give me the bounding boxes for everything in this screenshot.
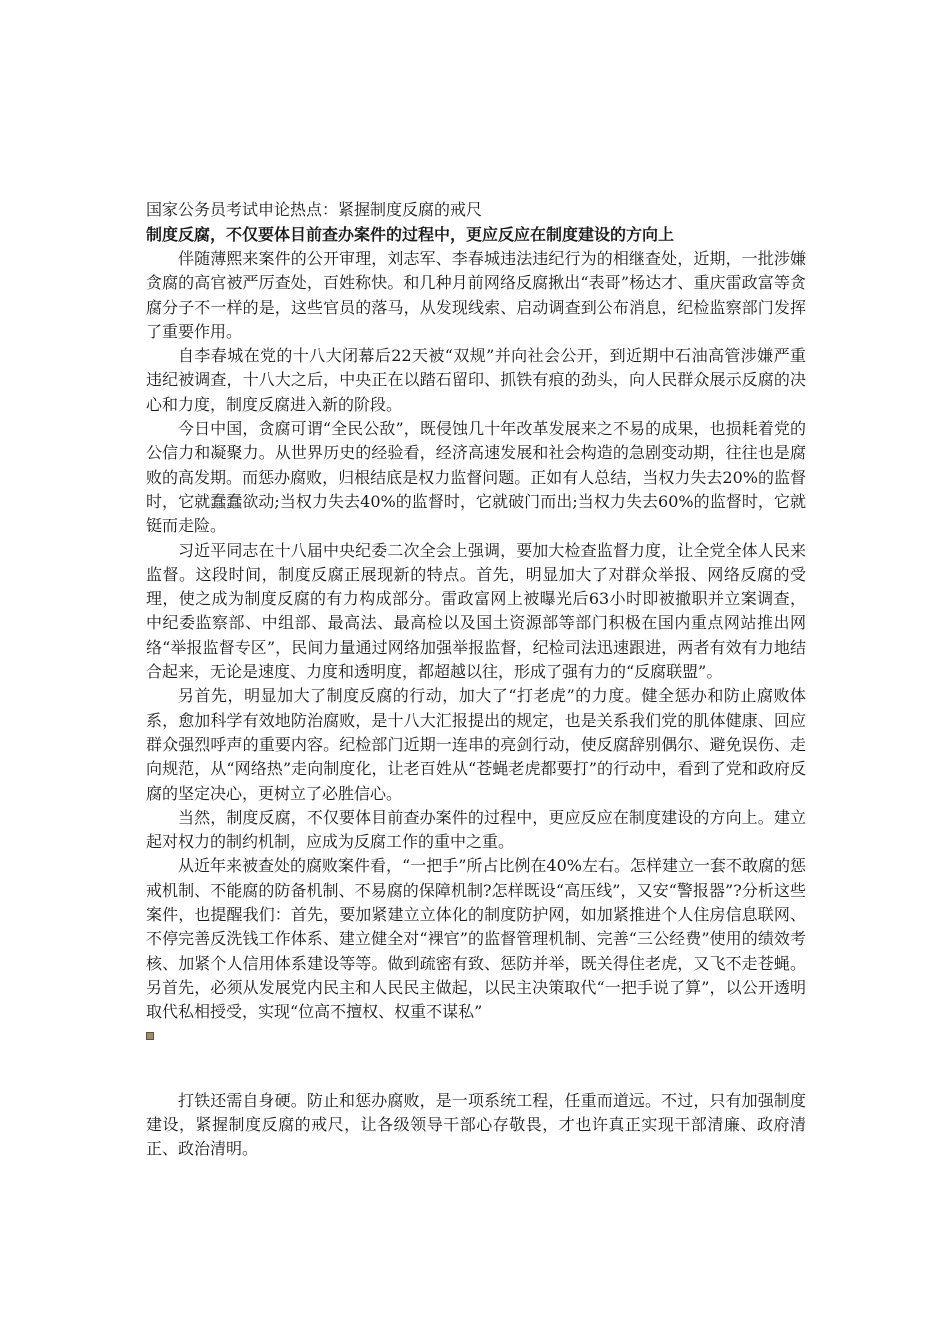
document-title: 国家公务员考试申论热点：紧握制度反腐的戒尺 [146,200,483,219]
paragraph: 习近平同志在十八届中央纪委二次全会上强调，要加大检查监督力度，让全党全体人民来监督。这段时间，制度反腐正展现新的特点。首先，明显加大了对群众举报、网络反腐的受理，使之成为制度反腐的有力构成部分。雷政富网上被曝光后63小时即被撤职并立案调查，中纪委监察部、中组部、最高法、最高检以及国土资源部等部门积极在国内重点网站推出网络“举报监督专区”，民间力量通过网络加强举报监督，纪检司法迅速跟进，两者有效有力地结合起来，无论是速度、力度和透明度，都超越以往，形成了强有力的“反腐联盟”。 [146,540,806,682]
closing-paragraph: 打铁还需自身硬。防止和惩办腐败，是一项系统工程，任重而道远。不过，只有加强制度建设，紧握制度反腐的戒尺，让各级领导干部心存敬畏，才也许真正实现干部清廉、政府清正、政治清明。 [146,1090,806,1159]
paragraph: 伴随薄熙来案件的公开审理，刘志军、李春城违法违纪行为的相继查处，近期，一批涉嫌贪腐的高官被严厉查处，百姓称快。和几种月前网络反腐揪出“表哥”杨达才、重庆雷政富等贪腐分子不一样的是，这些官员的落马，从发现线索、启动调查到公布消息，纪检监察部门发挥了重要作用。 [146,249,806,341]
paragraph: 今日中国，贪腐可谓“全民公敌”，既侵蚀几十年改革发展来之不易的成果，也损耗着党的公信力和凝聚力。从世界历史的经验看，经济高速发展和社会构造的急剧变动期，往往也是腐败的高发期。而惩办腐败，归根结底是权力监督问题。正如有人总结，当权力失去20%的监督时，它就蠢蠢欲动;当权力失去40%的监督时，它就破门而出;当权力失去60%的监督时，它就铤而走险。 [146,419,806,536]
paragraph: 自李春城在党的十八大闭幕后22天被“双规”并向社会公开，到近期中石油高管涉嫌严重违纪被调查，十八大之后，中央正在以踏石留印、抓铁有痕的劲头，向人民群众展示反腐的决心和力度，制度反腐进入新的阶段。 [146,346,806,414]
broken-image-icon [146,1032,154,1040]
spacer [146,1044,806,1089]
document-subtitle: 制度反腐，不仅要体目前查办案件的过程中，更应反应在制度建设的方向上 [146,225,675,244]
document-page [146,198,806,1161]
paragraph: 从近年来被查处的腐败案件看，“一把手”所占比例在40%左右。怎样建立一套不敢腐的惩戒机制、不能腐的防备机制、不易腐的保障机制?怎样既设“高压线”，又安“警报器”?分析这些案件，也提醒我们：首先，要加紧建立立体化的制度防护网，如加紧推进个人住房信息联网、不停完善反洗钱工作体系、建立健全对“裸官”的监督管理机制、完善“三公经费”使用的绩效考核、加紧个人信用体系建设等等。做到疏密有致、惩防并举，既关得住老虎，又飞不走苍蝇。另首先，必须从发展党内民主和人民民主做起，以民主决策取代“一把手说了算”，以公开透明取代私相授受，实现“位高不擅权、权重不谋私” [146,856,806,1022]
paragraph: 另首先，明显加大了制度反腐的行动，加大了“打老虎”的力度。健全惩办和防止腐败体系，愈加科学有效地防治腐败，是十八大汇报提出的规定，也是关系我们党的肌体健康、回应群众强烈呼声的重要内容。纪检部门近期一连串的亮剑行动，使反腐辞别偶尔、避免误伤、走向规范，从“网络热”走向制度化，让老百姓从“苍蝇老虎都要打”的行动中，看到了党和政府反腐的坚定决心，更树立了必胜信心。 [146,686,806,803]
paragraph: 当然，制度反腐，不仅要体目前查办案件的过程中，更应反应在制度建设的方向上。建立起对权力的制约机制，应成为反腐工作的重中之重。 [146,807,806,852]
embedded-image-marker [146,1025,806,1044]
